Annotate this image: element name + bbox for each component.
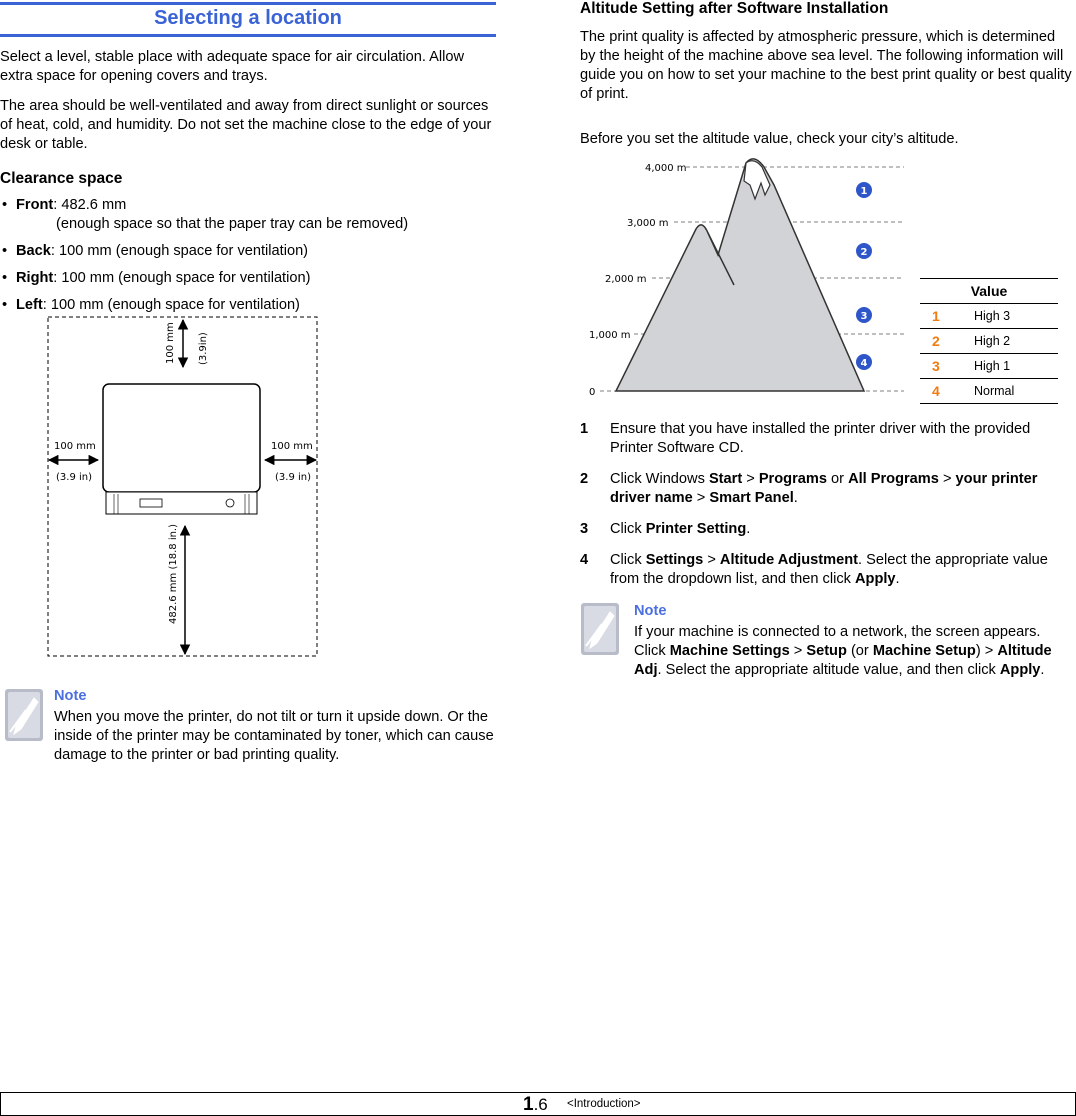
left-mm-label: 100 mm [54,441,96,452]
altitude-intro: The print quality is affected by atmospheric pressure, which is determined by the height of the machine above sea level. The following information will guide you on how to set your machine to the best print quality or best quality of print. [580,29,1072,102]
right-in-label: (3.9 in) [275,472,312,483]
top-mm-label: 100 mm [165,322,176,364]
altitude-check: Before you set the altitude value, check your city’s altitude. [580,131,959,147]
clearance-list [2,196,492,323]
mountain-shape [616,159,864,391]
altitude-label-0: 0 [589,387,596,398]
marker-1: 1 [860,186,868,197]
step-3: 3 Click Printer Setting. [580,521,751,537]
altitude-heading: Altitude Setting after Software Installation [580,0,889,17]
intro-paragraph-2: The area should be well-ventilated and away from direct sunlight or sources of heat, cold, and humidity. Do not set the machine close to the edge of your desk or table. [0,98,492,152]
marker-4: 4 [860,358,868,369]
table-row: 2 High 2 [920,329,1058,354]
table-header: Value [920,279,1058,304]
step-4: 4 Click Settings > Altitude Adjustment. Select the appropriate value from the dropdown list, and then click Apply. [580,552,1048,587]
step-2: 2 Click Windows Start > Programs or All Programs > your printer driver name > Smart Panel. [580,471,1038,506]
marker-2: 2 [860,247,868,258]
front-label: 482.6 mm (18.8 in.) [168,523,179,624]
altitude-value-table [920,278,1058,404]
table-row: 4 Normal [920,379,1058,404]
footer-section: <Introduction> [567,1098,641,1110]
clearance-item-back: • Back: 100 mm (enough space for ventilation) [2,243,309,259]
printer-illustration [103,384,260,514]
left-in-label: (3.9 in) [56,472,93,483]
table-row: 3 High 1 [920,354,1058,379]
clearance-diagram [44,314,322,660]
note-title: Note [634,603,667,619]
page-number: 1.6 [523,1094,548,1115]
note-text: When you move the printer, do not tilt or turn it upside down. Or the inside of the printer may be contaminated by toner, which can cause damage to the printer or bad printing quality. [54,709,494,763]
clearance-item-left: • Left: 100 mm (enough space for ventilation) [2,297,300,313]
altitude-label-2000: 2,000 m [605,274,647,285]
note-title: Note [54,688,87,704]
page-footer [0,1092,1076,1116]
altitude-label-4000: 4,000 m [645,163,687,174]
altitude-markers [856,182,872,370]
clearance-heading: Clearance space [0,170,123,187]
note-pencil-icon [580,602,620,656]
altitude-label-3000: 3,000 m [627,218,669,229]
top-in-label: (3.9in) [198,332,209,365]
table-row: 1 High 3 [920,304,1058,329]
note-pencil-icon [4,688,44,742]
section-header [0,2,496,37]
altitude-label-1000: 1,000 m [589,330,631,341]
clearance-item-right: • Right: 100 mm (enough space for ventilation) [2,270,311,286]
page-title: Selecting a location [154,7,342,29]
note-text: If your machine is connected to a network, the screen appears. Click Machine Settings > Setup (or Machine Setup) > Altitude Adj. Select the appropriate altitude value, and then click Apply. [634,624,1052,678]
clearance-item-front: • Front: 482.6 mm (enough space so that the paper tray can be removed) [2,197,409,232]
intro-paragraph-1: Select a level, stable place with adequate space for air circulation. Allow extra space for opening covers and trays. [0,49,465,84]
altitude-steps [580,420,1074,601]
altitude-mountain-diagram [586,155,906,400]
step-1: 1 Ensure that you have installed the printer driver with the provided Printer Software CD. [580,421,1031,456]
right-mm-label: 100 mm [271,441,313,452]
marker-3: 3 [860,311,868,322]
